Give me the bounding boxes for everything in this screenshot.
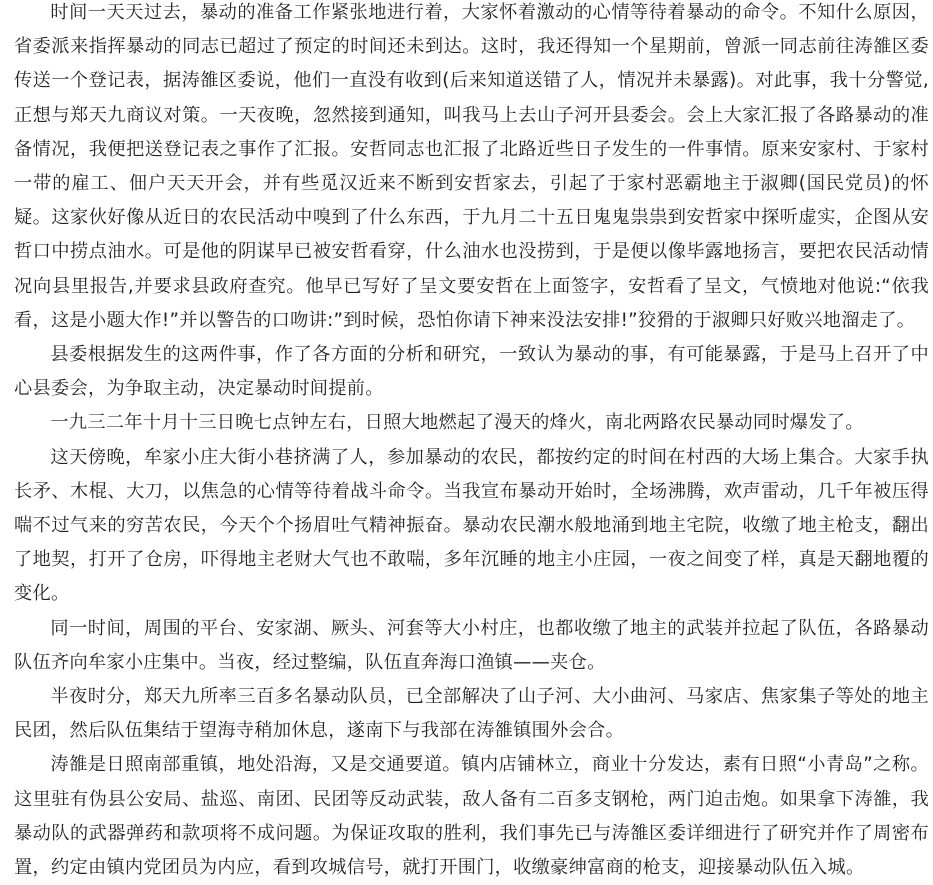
paragraph: 县委根据发生的这两件事，作了各方面的分析和研究，一致认为暴动的事，有可能暴露，于是马上召开了中心县委会，为争取主动，决定暴动时间提前。 xyxy=(14,344,929,400)
paragraph: 涛雒是日照南部重镇，地处沿海，又是交通要道。镇内店铺林立，商业十分发达，素有日照“小青岛”之称。这里驻有伪县公安局、盐巡、南团、民团等反动武装，敌人备有二百多支钢枪，两门迫击炮。如果拿下涛雒，我暴动队的武器弹药和款项将不成问题。为保证攻取的胜利，我们事先已与涛雒区委详细进行了研究并作了周密布置，约定由镇内党团员为内应，看到攻城信号，就打开围门，收缴豪绅富商的枪支，迎接暴动队伍入城。 xyxy=(14,754,929,879)
paragraph: 半夜时分，郑天九所率三百多名暴动队员，已全部解决了山子河、大小曲河、马家店、焦家集子等处的地主民团，然后队伍集结于望海寺稍加休息，遂南下与我部在涛雒镇围外会合。 xyxy=(14,686,929,742)
paragraph: 一九三二年十月十三日晚七点钟左右，日照大地燃起了漫天的烽火，南北两路农民暴动同时爆发了。 xyxy=(50,412,864,434)
paragraph: 时间一天天过去，暴动的准备工作紧张地进行着，大家怀着激动的心情等待着暴动的命令。不知什么原因，省委派来指挥暴动的同志已超过了预定的时间还未到达。这时，我还得知一个星期前，曾派一同志前往涛雒区委传送一个登记表，据涛雒区委说，他们一直没有收到(后来知道送错了人，情况并未暴露)。对此事，我十分警觉,正想与郑天九商议对策。一天夜晚，忽然接到通知，叫我马上去山子河开县委会。会上大家汇报了各路暴动的准备情况，我便把送登记表之事作了汇报。安哲同志也汇报了北路近些日子发生的一件事情。原来安家村、于家村一带的雇工、佃户天天开会，并有些觅汉近来不断到安哲家去，引起了于家村恶霸地主于淑卿(国民党员)的怀疑。这家伙好像从近日的农民活动中嗅到了什么东西，于九月二十五日鬼鬼祟祟到安哲家中探听虚实，企图从安哲口中捞点油水。可是他的阴谋早已被安哲看穿，什么油水也没捞到，于是便以像毕露地扬言，要把农民活动情况向县里报告,并要求县政府查究。他早已写好了呈文要安哲在上面签字，安哲看了呈文，气愤地对他说:“依我看，这是小题大作!”并以警告的口吻讲:”到时候，恐怕你请下神来没法安排!”狡猾的于淑卿只好败兴地溜走了。 xyxy=(14,2,929,331)
paragraph: 同一时间，周围的平台、安家湖、厥头、河套等大小村庄，也都收缴了地主的武装并拉起了队伍，各路暴动队伍齐向牟家小庄集中。当夜，经过整编，队伍直奔海口渔镇——夹仓。 xyxy=(14,617,929,673)
paragraph: 这天傍晚，牟家小庄大街小巷挤满了人，参加暴动的农民，都按约定的时间在村西的大场上集合。大家手执长矛、木棍、大刀，以焦急的心情等待着战斗命令。当我宣布暴动开始时，全场沸腾，欢声雷动，几千年被压得喘不过气来的穷苦农民，今天个个扬眉吐气精神振奋。暴动农民潮水般地涌到地主宅院，收缴了地主枪支，翻出了地契，打开了仓房，吓得地主老财大气也不敢喘，多年沉睡的地主小庄园，一夜之间变了样，真是天翻地覆的变化。 xyxy=(14,446,929,605)
